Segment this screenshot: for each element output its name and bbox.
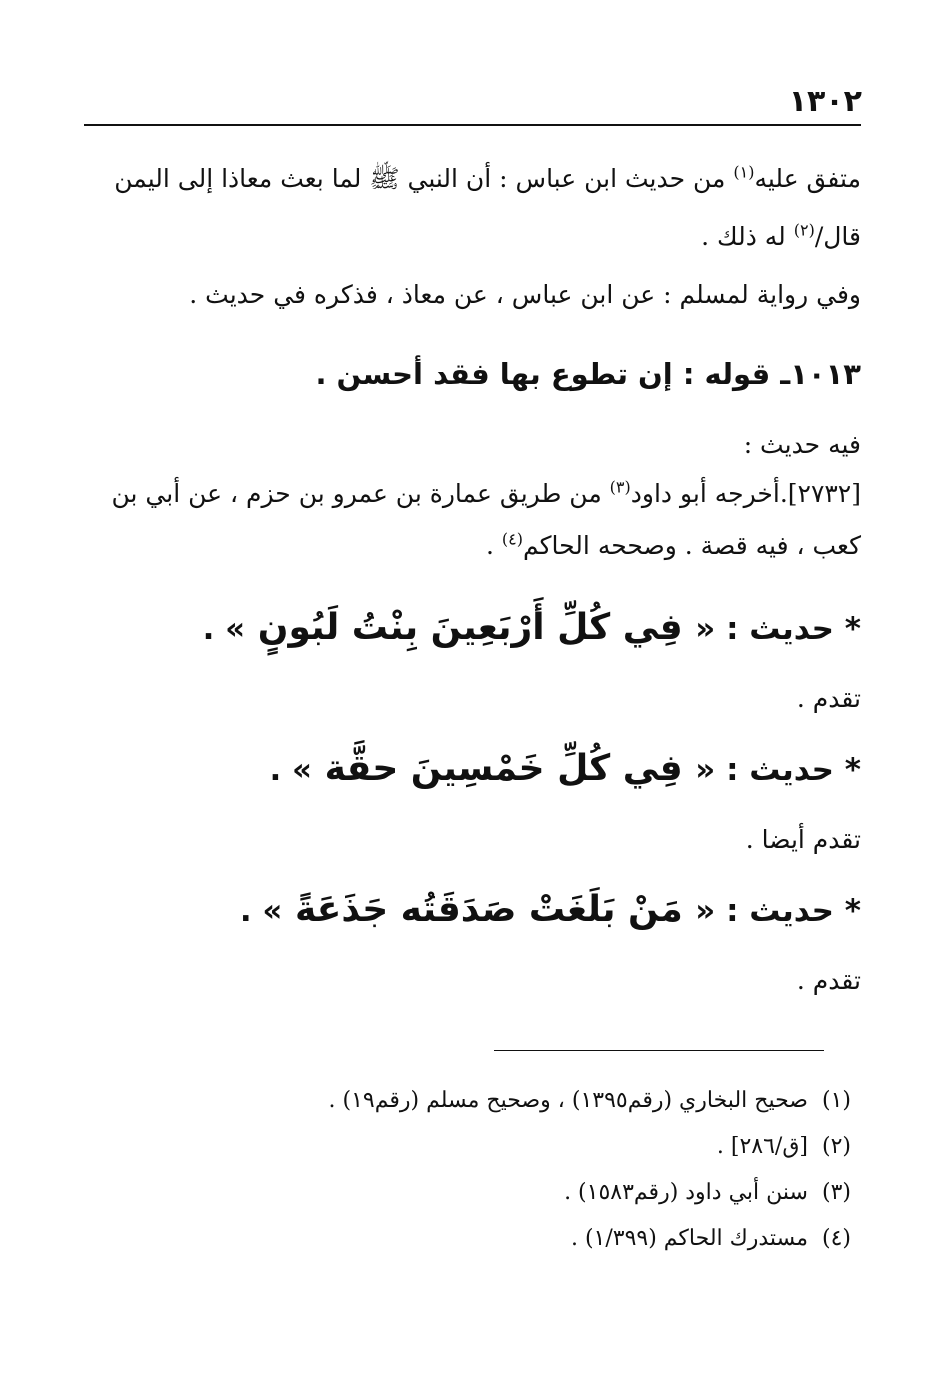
footnote-ref-1[interactable]: (١): [733, 162, 755, 182]
text-run: قال/: [814, 222, 861, 251]
footnote-1: [84, 1078, 851, 1124]
footnote-3: [84, 1170, 851, 1216]
hadith-3: [84, 890, 861, 931]
footnote-ref-3[interactable]: (٣): [609, 477, 631, 497]
text-run: من طريق عمارة بن عمرو بن حزم ، عن أبي بن: [111, 479, 610, 508]
hadith-text: فِي كُلِّ أَرْبَعِينَ بِنْتُ لَبُونٍ: [245, 607, 696, 648]
header-rule: [84, 124, 861, 126]
hadith-suffix: » .: [269, 752, 313, 788]
text-run: من حديث ابن عباس : أن النبي ﷺ لما بعث معاذا إلى اليمن: [114, 164, 734, 193]
section-heading: ١٠١٣ـ قوله : إن تطوع بها فقد أحسن .: [315, 357, 861, 391]
section-intro: فيه حديث :: [743, 430, 861, 459]
hadith-1-note: تقدم .: [796, 684, 861, 713]
hadith-suffix: » .: [239, 893, 283, 929]
paragraph-1: [84, 150, 861, 266]
footnote-text: [ق/٢٨٦] .: [716, 1134, 808, 1159]
footnote-number: (٤): [821, 1226, 851, 1251]
footnote-2: [84, 1124, 851, 1170]
hadith-prefix: * حديث : «: [695, 611, 861, 647]
hadith-text: فِي كُلِّ خَمْسِينَ حقَّة: [312, 748, 696, 789]
footnote-separator: [494, 1050, 824, 1051]
hadith-prefix: * حديث : «: [695, 893, 861, 929]
hadith-3-note: تقدم .: [796, 966, 861, 995]
hadith-2: [84, 749, 861, 790]
footnote-number: (١): [821, 1088, 851, 1113]
footnote-ref-2[interactable]: (٢): [793, 220, 815, 240]
footnote-4: [84, 1216, 851, 1262]
hadith-2-note: تقدم أيضا .: [745, 825, 861, 854]
footnote-text: سنن أبي داود (رقم١٥٨٣) .: [564, 1180, 808, 1205]
text-run: متفق عليه: [754, 164, 861, 193]
footnote-ref-4[interactable]: (٤): [501, 529, 524, 549]
main-text: [84, 150, 861, 1001]
footnote-number: (٢): [821, 1134, 851, 1159]
text-run: كعب ، فيه قصة . وصححه الحاكم: [523, 531, 861, 560]
hadith-1: [84, 608, 861, 649]
section-paragraph: [84, 468, 861, 572]
paragraph-2: وفي رواية لمسلم : عن ابن عباس ، عن معاذ ، فذكره في حديث .: [189, 280, 861, 309]
page-number: ١٣٠٢: [788, 84, 862, 119]
footnotes: [84, 1078, 851, 1262]
footnote-number: (٣): [821, 1180, 851, 1205]
hadith-prefix: * حديث : «: [695, 752, 861, 788]
hadith-suffix: » .: [202, 611, 246, 647]
footnote-text: صحيح البخاري (رقم١٣٩٥) ، وصحيح مسلم (رقم١٩) .: [328, 1088, 808, 1113]
text-run: .: [486, 531, 502, 560]
text-run: [٢٧٣٢].أخرجه أبو داود: [630, 479, 861, 508]
hadith-text: مَنْ بَلَغَتْ صَدَقَتُه جَذَعَةً: [282, 889, 696, 930]
footnote-text: مستدرك الحاكم (١/٣٩٩) .: [570, 1226, 808, 1251]
text-run: له ذلك .: [701, 222, 794, 251]
